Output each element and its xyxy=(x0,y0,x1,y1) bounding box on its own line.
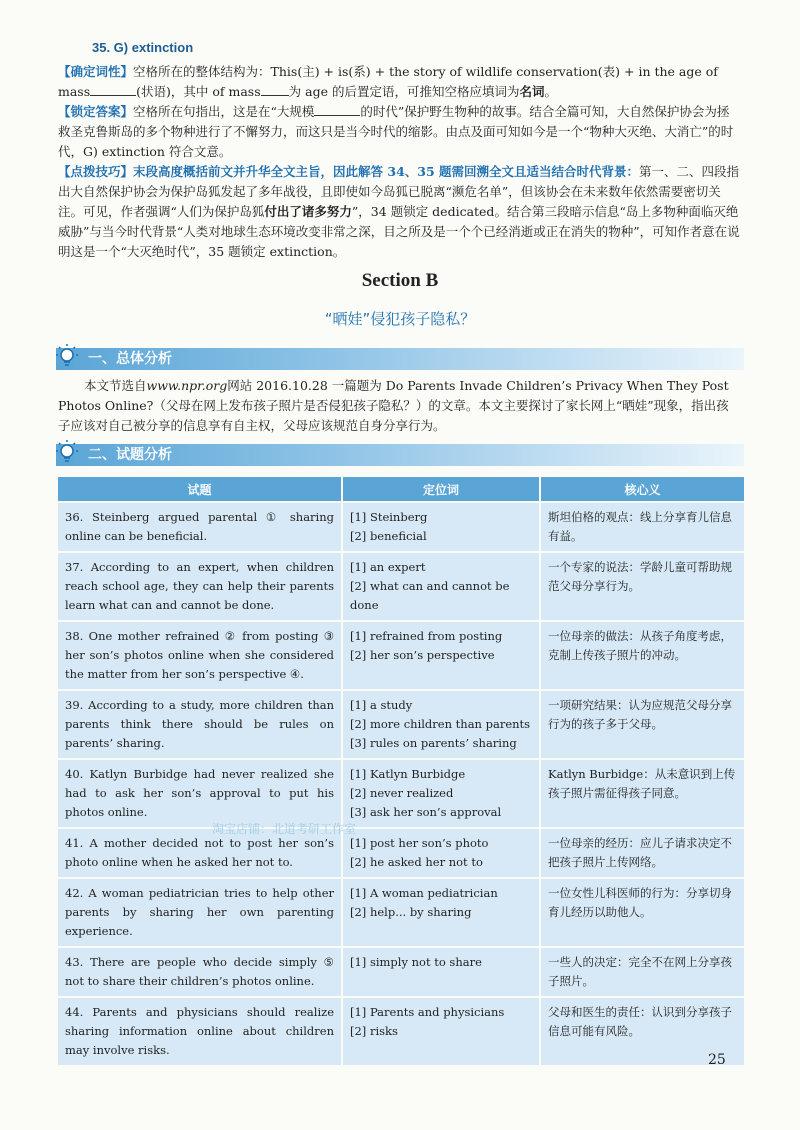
table-row xyxy=(58,553,744,620)
table-row xyxy=(58,829,744,877)
question-cell: 39. According to a study, more children than parents think there should be rules on parents’ sharing. xyxy=(58,691,341,758)
table-row xyxy=(58,691,744,758)
answer-text-1c: 为 age 的后置定语，可推知空格应填词为 xyxy=(288,84,520,99)
section-subtitle: “晒娃”侵犯孩子隐私？ xyxy=(324,310,476,328)
analysis-heading: 二、试题分析 xyxy=(88,447,172,463)
tips-bold-text: 末段高度概括前文并升华全文主旨，因此解答 34、35 题需回溯全文且适当结合时代背景： xyxy=(133,164,640,179)
question-cell: 42. A woman pediatrician tries to help other parents by sharing her own parenting experience. xyxy=(58,879,341,946)
answer-text-3-bold: 付出了诸多努力 xyxy=(264,204,352,219)
locator-cell: [1] A woman pediatrician [2] help... by sharing xyxy=(343,879,539,946)
locator-cell: [1] refrained from posting [2] her son’s perspective xyxy=(343,622,539,689)
locator-cell: [1] an expert [2] what can and cannot be done xyxy=(343,553,539,620)
answer-text-1b: (状语)，其中 of mass xyxy=(136,84,261,99)
answer-text-1a: 空格所在的整体结构为：This(主) + is(系) + the story of wildlife conservation(表) + in the age of mass xyxy=(58,64,718,99)
question-cell: 37. According to an expert, when children reach school age, they can help their parents learn what can and cannot be done. xyxy=(58,553,341,620)
overview-text-a: 本文节选自 xyxy=(84,378,147,393)
core-meaning-cell: 一项研究结果：认为应规范父母分享行为的孩子多于父母。 xyxy=(541,691,744,758)
analysis-heading-bar xyxy=(56,444,744,466)
table-header-row xyxy=(58,477,744,501)
answer-text-2a: 空格所在句指出，这是在“大规模 xyxy=(133,104,315,119)
overview-heading: 一、总体分析 xyxy=(88,351,172,367)
header-question: 试题 xyxy=(58,477,341,501)
watermark: 淘宝店铺：北道考研工作室 xyxy=(212,822,357,836)
question-cell: 43. There are people who decide simply ⑤ not to share their children’s photos online. xyxy=(58,948,341,996)
header-locator: 定位词 xyxy=(343,477,539,501)
question-cell: 41. A mother decided not to post her son’s photo online when he asked her not to. xyxy=(58,829,341,877)
table-row xyxy=(58,998,744,1065)
header-core-meaning: 核心义 xyxy=(541,477,744,501)
blank-line xyxy=(314,103,360,116)
locator-cell: [1] simply not to share xyxy=(343,948,539,996)
core-meaning-cell: Katlyn Burbidge：从未意识到上传孩子照片需征得孩子同意。 xyxy=(541,760,744,827)
core-meaning-cell: 一位母亲的经历：应儿子请求决定不把孩子照片上传网络。 xyxy=(541,829,744,877)
answer-paragraph-3 xyxy=(58,162,740,262)
overview-site: www.npr.org xyxy=(146,378,228,393)
answer-text-2b: 的时代”保护野生物种的故事。结合全篇可知，大自然保护协会为拯救圣克鲁斯岛的多个物种进行了不懈努力，而这只是当今时代的缩影。由点及面可知如今是一个“物种大灭绝、大消亡”的时代，G) extinction 符合文意。 xyxy=(58,104,734,159)
overview-paragraph xyxy=(58,376,740,436)
core-meaning-cell: 一些人的决定：完全不在网上分享孩子照片。 xyxy=(541,948,744,996)
tag-part-of-speech: 【确定词性】 xyxy=(58,64,134,79)
answer-text-3b: ”，34 题锁定 dedicated。结合第三段暗示信息“岛上多物种面临灭绝威胁”与当今时代背景“人类对地球生态环境改变非常之深，目之所及是一个个已经消逝或正在消失的物种”，可知作者意在说明这是一个“大灭绝时代”，35 题锁定 extinction。 xyxy=(58,204,740,259)
answer-text-3a: 第一、二、四段指出大自然保护协会为保护岛狐发起了多年战役，且即使如今岛狐已脱离“濒危名单”，但该协会在未来数年依然需要密切关注。可见，作者强调“人们为保护岛狐 xyxy=(58,164,740,219)
question-analysis-table xyxy=(56,475,746,1067)
core-meaning-cell: 父母和医生的责任：认识到分享孩子信息可能有风险。 xyxy=(541,998,744,1065)
locator-cell: [1] a study [2] more children than parents [3] rules on parents’ sharing xyxy=(343,691,539,758)
question-cell: 44. Parents and physicians should realize sharing information online about children may involve risks. xyxy=(58,998,341,1065)
core-meaning-cell: 斯坦伯格的观点：线上分享育儿信息有益。 xyxy=(541,503,744,551)
locator-cell: [1] Steinberg [2] beneficial xyxy=(343,503,539,551)
question-cell: 36. Steinberg argued parental ① sharing online can be beneficial. xyxy=(58,503,341,551)
overview-text-b: 网站 2016.10.28 一篇题为 Do Parents Invade Children’s Privacy When They Post Photos Online?（父母在网上发布孩子照片是否侵犯孩子隐私？）的文章。本文主要探讨了家长网上“晒娃”现象，指出孩子应该对自己被分享的信息享有自主权，父母应该规范自身分享行为。 xyxy=(58,378,729,433)
table-row xyxy=(58,503,744,551)
table-row xyxy=(58,760,744,827)
core-meaning-cell: 一位女性儿科医师的行为：分享切身育儿经历以助他人。 xyxy=(541,879,744,946)
answer-paragraph-2 xyxy=(58,102,740,162)
answer-paragraph-1 xyxy=(58,62,740,102)
section-title: Section B xyxy=(361,270,439,291)
answer-text-1-bold: 名词 xyxy=(519,84,545,99)
tag-tips: 【点拨技巧】 xyxy=(58,164,134,179)
table-row xyxy=(58,879,744,946)
locator-cell: [1] post her son’s photo [2] he asked her not to xyxy=(343,829,539,877)
lightbulb-icon xyxy=(52,342,82,372)
question-cell: 40. Katlyn Burbidge had never realized she had to ask her son’s approval to put his photos online. xyxy=(58,760,341,827)
page-number: 25 xyxy=(708,1052,726,1068)
question-cell: 38. One mother refrained ② from posting ③ her son’s photos online when she considered the matter from her son’s perspective ④. xyxy=(58,622,341,689)
answer-text-1-end: 。 xyxy=(544,84,557,99)
tag-lock-answer: 【锁定答案】 xyxy=(58,104,134,119)
blank-line xyxy=(90,83,136,96)
table-row xyxy=(58,622,744,689)
locator-cell: [1] Katlyn Burbidge [2] never realized [3] ask her son’s approval xyxy=(343,760,539,827)
lightbulb-icon xyxy=(52,438,82,468)
answer-heading: 35. G) extinction xyxy=(92,40,194,55)
locator-cell: [1] Parents and physicians [2] risks xyxy=(343,998,539,1065)
overview-heading-bar xyxy=(56,348,744,370)
blank-line xyxy=(261,83,289,96)
table-row xyxy=(58,948,744,996)
core-meaning-cell: 一位母亲的做法：从孩子角度考虑，克制上传孩子照片的冲动。 xyxy=(541,622,744,689)
core-meaning-cell: 一个专家的说法：学龄儿童可帮助规范父母分享行为。 xyxy=(541,553,744,620)
